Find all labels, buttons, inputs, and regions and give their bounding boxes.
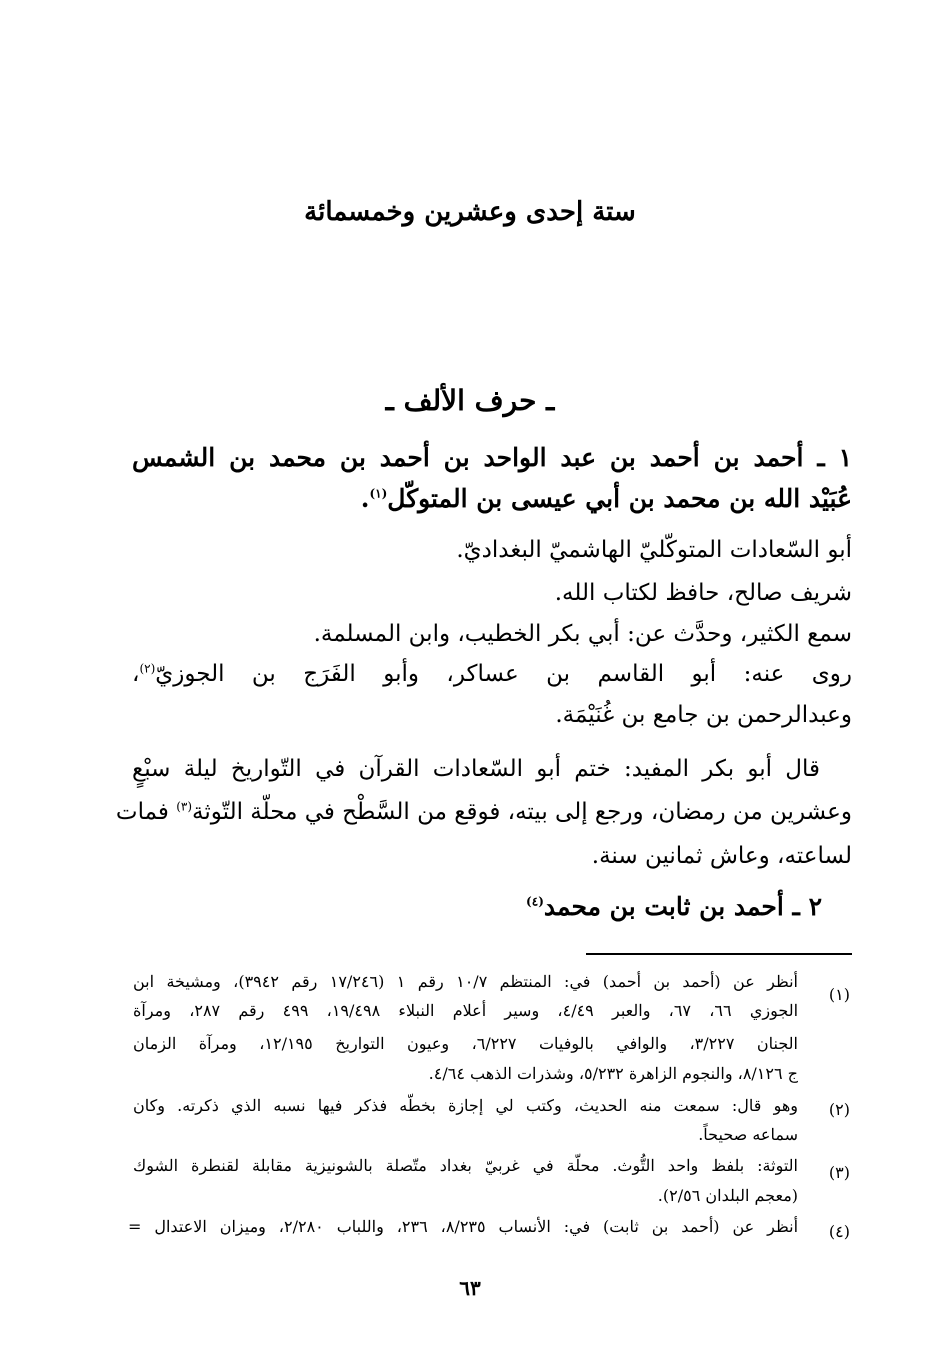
footnote-2-line1: وهو قال: سمعت منه الحديث، وكتب لي إجازة بخطّه فذكر فيها نسبه الذي ذكرته. وكان xyxy=(133,1096,798,1115)
footnote-1-number: (١) xyxy=(828,985,850,1004)
entry1-kunya: أبو السّعادات المتوكّليّ الهاشميّ البغداديّ. xyxy=(456,537,852,563)
entry2-heading xyxy=(526,892,822,921)
section-heading: ـ حرف الألف ـ xyxy=(385,384,555,417)
entry1-description: شريف صالح، حافظ لكتاب الله. xyxy=(554,580,852,606)
footnote-ref-1: (١) xyxy=(369,486,388,501)
footnote-2-number: (٢) xyxy=(828,1100,850,1119)
footnote-ref-3: (٣) xyxy=(176,799,193,814)
footnote-2-line2: سماعه صحيحاً. xyxy=(698,1125,798,1144)
entry1-heading-end: . xyxy=(360,484,370,513)
entry1-students-line2: وعبدالرحمن بن جامع بن غُنَيْمَة. xyxy=(555,702,852,728)
footnote-4-number: (٤) xyxy=(828,1222,850,1241)
entry1-heading-name: عُبَيْد الله بن محمد بن أبي عيسى بن المتوكّل xyxy=(387,484,852,513)
entry1-teachers: سمع الكثير، وحدَّث عن: أبي بكر الخطيب، وابن المسلمة. xyxy=(313,621,852,647)
entry1-death-line3: لساعته، وعاش ثمانين سنة. xyxy=(591,843,852,869)
entry1-students-comma: ، xyxy=(132,661,140,687)
entry1-death-line2 xyxy=(115,799,852,825)
entry1-students-line1 xyxy=(132,661,852,687)
entry1-death-line1: قال أبو بكر المفيد: ختم أبو السّعادات القرآن في التّواريخ ليلة سبْعٍ xyxy=(132,756,820,782)
footnote-ref-2: (٢) xyxy=(139,661,156,676)
entry1-heading-line1: ١ ـ أحمد بن أحمد بن عبد الواحد بن أحمد بن محمد بن الشمس xyxy=(132,443,852,472)
entry1-death-text-b: فمات xyxy=(115,799,177,825)
page-number: ٦٣ xyxy=(459,1276,481,1300)
entry1-students-text: روى عنه: أبو القاسم بن عساكر، وأبو الفَرَج بن الجوزيّ xyxy=(155,661,852,687)
entry2-heading-name: ٢ ـ أحمد بن ثابت بن محمد xyxy=(543,892,822,921)
footnote-3-line2: (معجم البلدان ٢/٥٦). xyxy=(657,1186,798,1205)
footnote-1-line1: أنظر عن (أحمد بن أحمد) في: المنتظم ١٠/٧ رقم ١ (١٧/٢٤٦ رقم ٣٩٤٢)، ومشيخة ابن xyxy=(133,972,798,991)
footnote-3-number: (٣) xyxy=(828,1163,850,1182)
year-heading: ستة إحدى وعشرين وخمسمائة xyxy=(304,197,636,227)
footnote-1-line3: الجنان ٣/٢٢٧، والوافي بالوفيات ٦/٢٢٧، وعيون التواريخ ١٢/١٩٥، ومرآة الزمان xyxy=(133,1034,798,1053)
entry1-death-text-a: وعشرين من رمضان، ورجع إلى بيته، فوقع من السَّطْح في محلّة التّوثة xyxy=(192,799,852,825)
footnote-3-line1: التوثة: بلفظ واحد التُّوث. محلّة في غربيّ بغداد متّصلة بالشونيزية مقابلة لقنطرة الشوك xyxy=(133,1156,798,1175)
footnote-1-line4: ج ٨/١٢٦، والنجوم الزاهرة ٥/٢٣٢، وشذرات الذهب ٤/٦٤. xyxy=(428,1064,798,1083)
footnote-4-line1: أنظر عن (أحمد بن ثابت) في: الأنساب ٨/٢٣٥، ٢٣٦، واللباب ٢/٢٨٠، وميزان الاعتدال = xyxy=(128,1217,799,1236)
entry1-heading-line2 xyxy=(361,484,852,513)
footnote-ref-4: (٤) xyxy=(526,894,544,909)
footnote-1-line2: الجوزي ٦٦، ٦٧، والعبر ٤/٤٩، وسير أعلام النبلاء ١٩/٤٩٨، ٤٩٩ رقم ٢٨٧، ومرآة xyxy=(133,1001,799,1020)
footnote-separator xyxy=(586,953,852,955)
